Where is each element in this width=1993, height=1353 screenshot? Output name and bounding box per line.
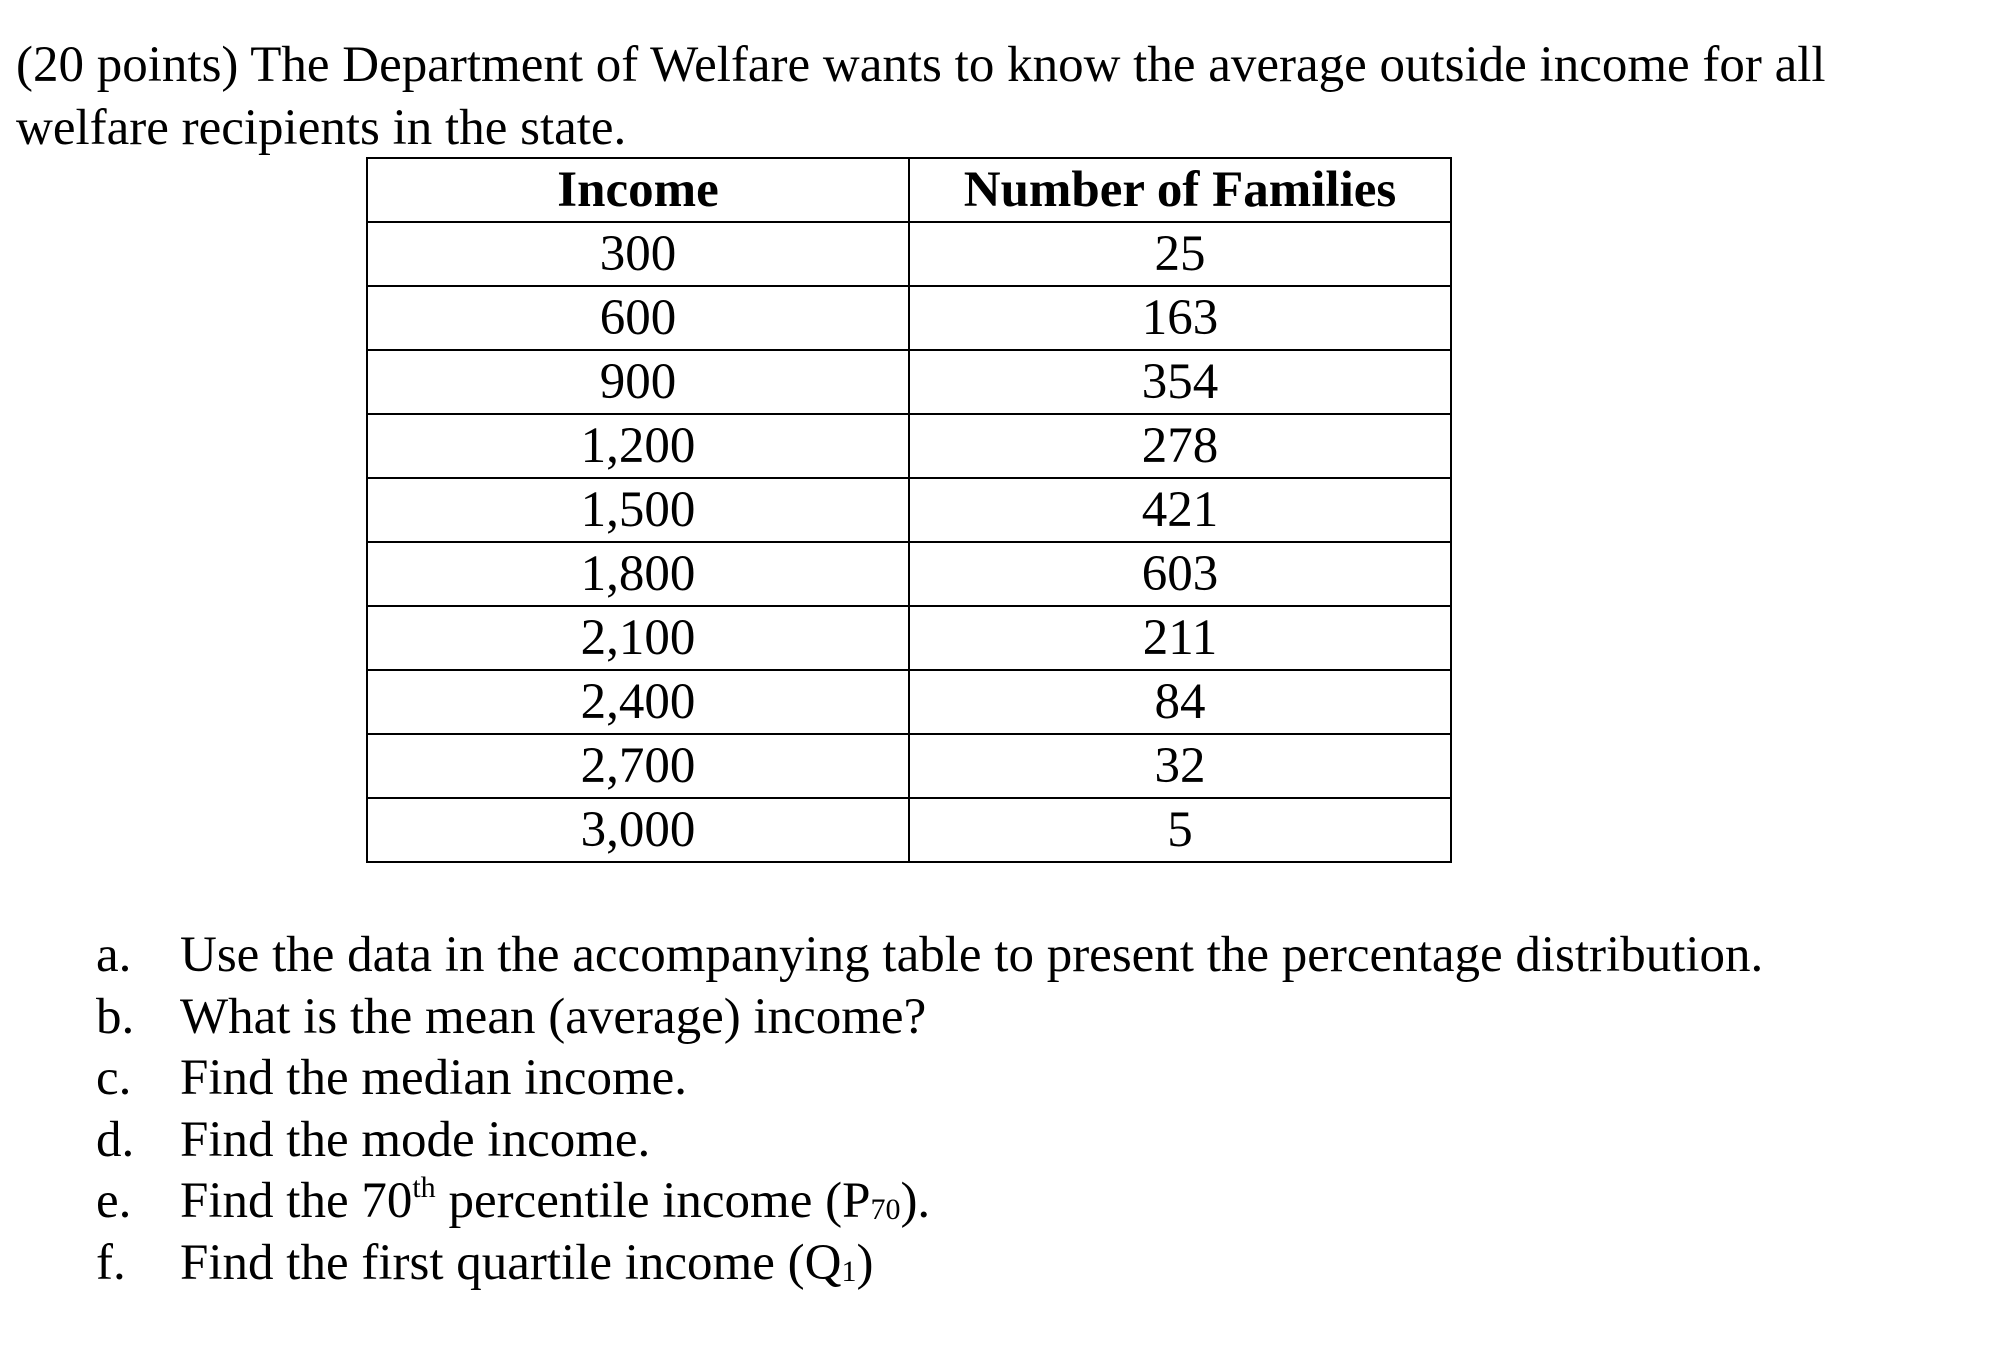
income-cell: 1,800 [367,542,909,606]
families-header: Number of Families [909,158,1451,222]
income-table [366,157,1452,863]
table-header-row [367,158,1451,222]
question-list [96,925,1763,1294]
question-text: Use the data in the accompanying table to present the percentage distribution. [180,927,1764,983]
question-letter: b. [96,988,135,1045]
question-letter: c. [96,1050,132,1106]
families-cell: 421 [909,478,1451,542]
question-b [96,987,1763,1049]
question-letter: e. [96,1173,132,1229]
table-row [367,222,1451,286]
question-text-part: Find the first quartile income (Q [180,1234,842,1291]
families-cell: 32 [909,734,1451,798]
income-cell: 300 [367,222,909,286]
families-cell: 163 [909,286,1451,350]
question-text-part: percentile income (P [435,1173,871,1229]
families-cell: 354 [909,350,1451,414]
income-cell: 1,500 [367,478,909,542]
income-cell: 2,400 [367,670,909,734]
families-cell: 603 [909,542,1451,606]
question-text-part: ). [900,1173,931,1229]
question-c [96,1048,1763,1110]
income-cell: 600 [367,286,909,350]
income-header: Income [367,158,909,222]
table-row [367,414,1451,478]
question-letter: d. [96,1111,135,1168]
problem-intro: (20 points) The Department of Welfare wants to know the average outside income for all welfare recipients in the state. [16,37,1826,156]
question-text-part: Find the 70 [180,1173,413,1229]
families-cell: 84 [909,670,1451,734]
question-text: Find the mode income. [180,1111,651,1168]
table-row [367,606,1451,670]
quartile-subscript: 1 [841,1254,857,1288]
question-letter: f. [96,1234,126,1291]
question-letter: a. [96,927,132,983]
table-row [367,734,1451,798]
question-text [180,1233,873,1295]
question-a [96,925,1763,987]
table-row [367,286,1451,350]
table-row [367,478,1451,542]
families-cell: 25 [909,222,1451,286]
question-text-part: ) [856,1234,874,1291]
families-cell: 211 [909,606,1451,670]
question-d [96,1110,1763,1172]
income-cell: 2,100 [367,606,909,670]
question-text: Find the median income. [180,1050,688,1106]
income-cell: 2,700 [367,734,909,798]
question-f [96,1233,1763,1295]
income-cell: 900 [367,350,909,414]
percentile-subscript: 70 [870,1193,901,1226]
income-cell: 1,200 [367,414,909,478]
families-cell: 5 [909,798,1451,862]
question-e [96,1171,1763,1233]
question-text [180,1171,930,1233]
families-cell: 278 [909,414,1451,478]
table-row [367,350,1451,414]
table-row [367,542,1451,606]
income-cell: 3,000 [367,798,909,862]
table-row [367,798,1451,862]
table-row [367,670,1451,734]
question-text: What is the mean (average) income? [180,988,927,1045]
ordinal-superscript: th [412,1171,436,1204]
